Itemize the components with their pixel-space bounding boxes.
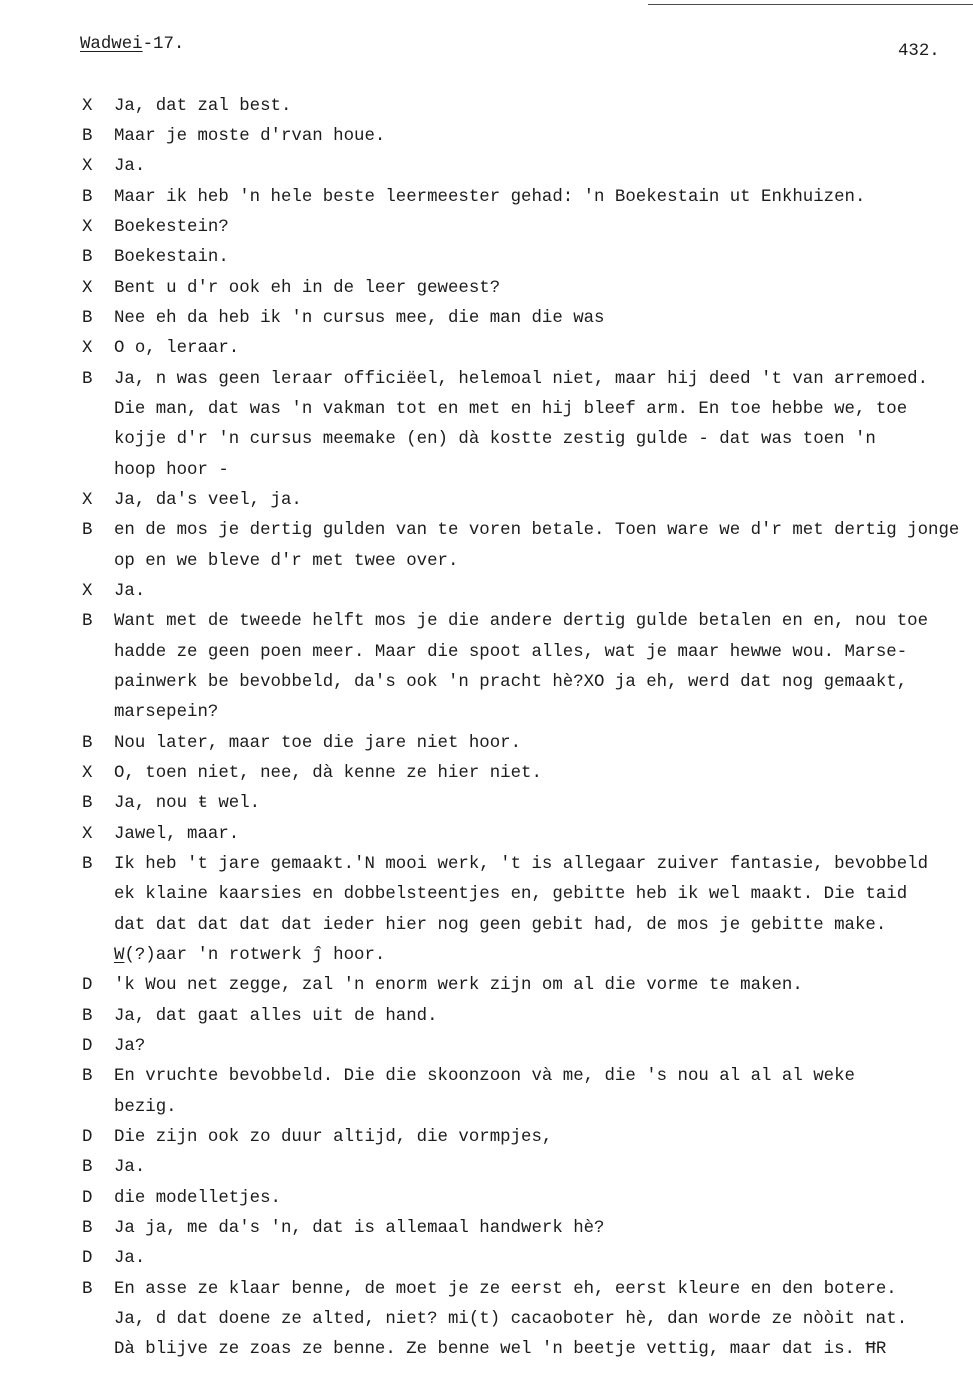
transcript-row: [0, 1062, 973, 1092]
turn: [0, 1153, 973, 1183]
transcript-row: [0, 941, 973, 971]
turn: [0, 850, 973, 971]
transcript-row: [0, 213, 973, 243]
transcript-row: [0, 577, 973, 607]
transcript-row: [0, 92, 973, 122]
turn: [0, 304, 973, 334]
speaker-label: D: [82, 1127, 93, 1147]
utterance-line: Ja, nou ŧ wel.: [114, 794, 261, 814]
transcript-row: [0, 789, 973, 819]
turn: [0, 789, 973, 819]
utterance-line: Boekestain.: [114, 248, 229, 268]
transcript-row: [0, 729, 973, 759]
turn: [0, 759, 973, 789]
turn: [0, 1184, 973, 1214]
transcript-row: [0, 638, 973, 668]
utterance-line: O o, leraar.: [114, 339, 240, 359]
utterance-line: En asse ze klaar benne, de moet je ze eerst eh, eerst kleure en den botere.: [114, 1279, 897, 1299]
utterance-line: Ja, dat zal best.: [114, 96, 292, 116]
transcript-row: [0, 516, 973, 546]
utterance-text: (?)aar 'n rotwerk ĵ hoor.: [124, 945, 386, 965]
utterance-line: hoop hoor -: [114, 460, 229, 480]
turn: [0, 1123, 973, 1153]
speaker-label: B: [82, 187, 93, 207]
speaker-label: B: [82, 248, 93, 268]
turn: [0, 152, 973, 182]
transcript-row: [0, 911, 973, 941]
transcript-row: [0, 486, 973, 516]
transcript-row: [0, 152, 973, 182]
transcript-row: [0, 1184, 973, 1214]
transcript-row: [0, 1214, 973, 1244]
turn: [0, 729, 973, 759]
turn: [0, 1032, 973, 1062]
transcript-row: [0, 1275, 973, 1305]
speaker-label: B: [82, 369, 93, 389]
transcript-row: [0, 395, 973, 425]
utterance-line: Nee eh da heb ik 'n cursus mee, die man die was: [114, 309, 605, 329]
utterance-line: O, toen niet, nee, dà kenne ze hier niet.: [114, 764, 542, 784]
turn: [0, 1275, 973, 1366]
utterance-line: Jawel, maar.: [114, 824, 240, 844]
speaker-label: B: [82, 1279, 93, 1299]
utterance-line: Nou later, maar toe die jare niet hoor.: [114, 733, 522, 753]
utterance-line: Maar ik heb 'n hele beste leermeester gehad: 'n Boekestain ut Enkhuizen.: [114, 187, 866, 207]
utterance-line: Dà blijve ze zoas ze benne. Ze benne wel 'n beetje vettig, maar dat is. ĦR: [114, 1340, 887, 1360]
transcript-row: [0, 1002, 973, 1032]
speaker-label: X: [82, 278, 93, 298]
utterance-line: Die zijn ook zo duur altijd, die vormpjes,: [114, 1127, 553, 1147]
turn: [0, 1244, 973, 1274]
utterance-line: Ja.: [114, 157, 146, 177]
turn: [0, 516, 973, 577]
turn: [0, 607, 973, 728]
utterance-line: Ja, dat gaat alles uit de hand.: [114, 1006, 438, 1026]
turn: [0, 122, 973, 152]
transcript-row: [0, 122, 973, 152]
title-suffix: -17.: [142, 35, 185, 54]
utterance-line: kojje d'r 'n cursus meemake (en) dà kostte zestig gulde - dat was toen 'n: [114, 430, 876, 450]
speaker-label: D: [82, 1249, 93, 1269]
speaker-label: B: [82, 1158, 93, 1178]
speaker-label: B: [82, 1006, 93, 1026]
utterance-line: Ja.: [114, 582, 146, 602]
transcript-row: [0, 1335, 973, 1365]
utterance-line: hadde ze geen poen meer. Maar die spoot alles, wat je maar hewwe wou. Marse-: [114, 642, 908, 662]
speaker-label: D: [82, 976, 93, 996]
utterance-line: [114, 941, 385, 971]
transcript-row: [0, 1153, 973, 1183]
transcript-row: [0, 607, 973, 637]
transcript-row: [0, 880, 973, 910]
speaker-label: B: [82, 521, 93, 541]
turn: [0, 183, 973, 213]
transcript-row: [0, 547, 973, 577]
turn: [0, 971, 973, 1001]
speaker-label: D: [82, 1188, 93, 1208]
utterance-line: op en we bleve d'r met twee over.: [114, 551, 459, 571]
turn: [0, 1002, 973, 1032]
utterance-line: Ja, da's veel, ja.: [114, 491, 302, 511]
turn: [0, 577, 973, 607]
title-underlined: Wadwei: [80, 35, 143, 54]
turn: [0, 92, 973, 122]
transcript-row: [0, 274, 973, 304]
turn: [0, 820, 973, 850]
transcript-row: [0, 850, 973, 880]
transcript-row: [0, 1093, 973, 1123]
transcript-row: [0, 456, 973, 486]
transcript-row: [0, 304, 973, 334]
transcript-row: [0, 243, 973, 273]
speaker-label: B: [82, 794, 93, 814]
speaker-label: B: [82, 1067, 93, 1087]
utterance-line: 'k Wou net zegge, zal 'n enorm werk zijn om al die vorme te maken.: [114, 976, 803, 996]
utterance-line: En vruchte bevobbeld. Die die skoonzoon và me, die 's nou al al al weke: [114, 1067, 855, 1087]
speaker-label: B: [82, 612, 93, 632]
turn: [0, 334, 973, 364]
transcript-row: [0, 668, 973, 698]
utterance-line: Want met de tweede helft mos je die andere dertig gulde betalen en en, nou toe: [114, 612, 929, 632]
utterance-line: Ik heb 't jare gemaakt.'N mooi werk, 't is allegaar zuiver fantasie, bevobbeld: [114, 855, 929, 874]
utterance-line: Die man, dat was 'n vakman tot en met en hij bleef arm. En toe hebbe we, toe: [114, 400, 908, 420]
speaker-label: X: [82, 491, 93, 511]
transcript-row: [0, 698, 973, 728]
transcript-row: [0, 1244, 973, 1274]
turn: [0, 486, 973, 516]
speaker-label: D: [82, 1036, 93, 1056]
speaker-label: B: [82, 127, 93, 147]
transcript-row: [0, 365, 973, 395]
underlined-letter: W: [114, 945, 125, 965]
utterance-line: Ja.: [114, 1249, 146, 1269]
utterance-line: Ja, d dat doene ze alted, niet? mi(t) cacaoboter hè, dan worde ze nòòit nat.: [114, 1309, 908, 1329]
transcript-row: [0, 425, 973, 455]
document-title: [80, 33, 184, 57]
utterance-line: Ja ja, me da's 'n, dat is allemaal handwerk hè?: [114, 1218, 605, 1238]
transcript-row: [0, 1305, 973, 1335]
utterance-line: painwerk be bevobbeld, da's ook 'n pracht hè?XO ja eh, werd dat nog gemaakt,: [114, 673, 908, 693]
utterance-line: bezig.: [114, 1097, 177, 1117]
speaker-label: X: [82, 824, 93, 844]
utterance-line: Ja?: [114, 1036, 146, 1056]
speaker-label: B: [82, 1218, 93, 1238]
utterance-line: ek klaine kaarsies en dobbelsteentjes en, gebitte heb ik wel maakt. Die taid: [114, 885, 908, 905]
transcript-row: [0, 334, 973, 364]
utterance-line: dat dat dat dat dat ieder hier nog geen gebit had, de mos je gebitte make.: [114, 915, 887, 935]
transcript-row: [0, 820, 973, 850]
utterance-line: Maar je moste d'rvan houe.: [114, 127, 386, 147]
transcript-row: [0, 1032, 973, 1062]
speaker-label: B: [82, 733, 93, 753]
speaker-label: X: [82, 764, 93, 784]
turn: [0, 1062, 973, 1123]
turn: [0, 274, 973, 304]
utterance-line: en de mos je dertig gulden van te voren betale. Toen ware we d'r met dertig jonge: [114, 521, 960, 541]
utterance-line: Boekestein?: [114, 218, 229, 238]
utterance-line: die modelletjes.: [114, 1188, 281, 1208]
speaker-label: X: [82, 96, 93, 116]
speaker-label: X: [82, 218, 93, 238]
turn: [0, 365, 973, 486]
utterance-line: Ja, n was geen leraar officiëel, helemoal niet, maar hij deed 't van arremoed.: [114, 369, 929, 389]
top-rule-line: [648, 4, 973, 5]
transcript-row: [0, 759, 973, 789]
speaker-label: X: [82, 582, 93, 602]
speaker-label: X: [82, 157, 93, 177]
utterance-line: Ja.: [114, 1158, 146, 1178]
utterance-line: marsepein?: [114, 703, 219, 723]
transcript-row: [0, 1123, 973, 1153]
turn: [0, 213, 973, 243]
utterance-line: Bent u d'r ook eh in de leer geweest?: [114, 278, 501, 298]
speaker-label: X: [82, 339, 93, 359]
turn: [0, 1214, 973, 1244]
speaker-label: B: [82, 309, 93, 329]
transcript-row: [0, 183, 973, 213]
transcript: [0, 92, 973, 1366]
page-number: 432.: [898, 42, 940, 61]
turn: [0, 243, 973, 273]
transcript-row: [0, 971, 973, 1001]
speaker-label: B: [82, 855, 93, 874]
